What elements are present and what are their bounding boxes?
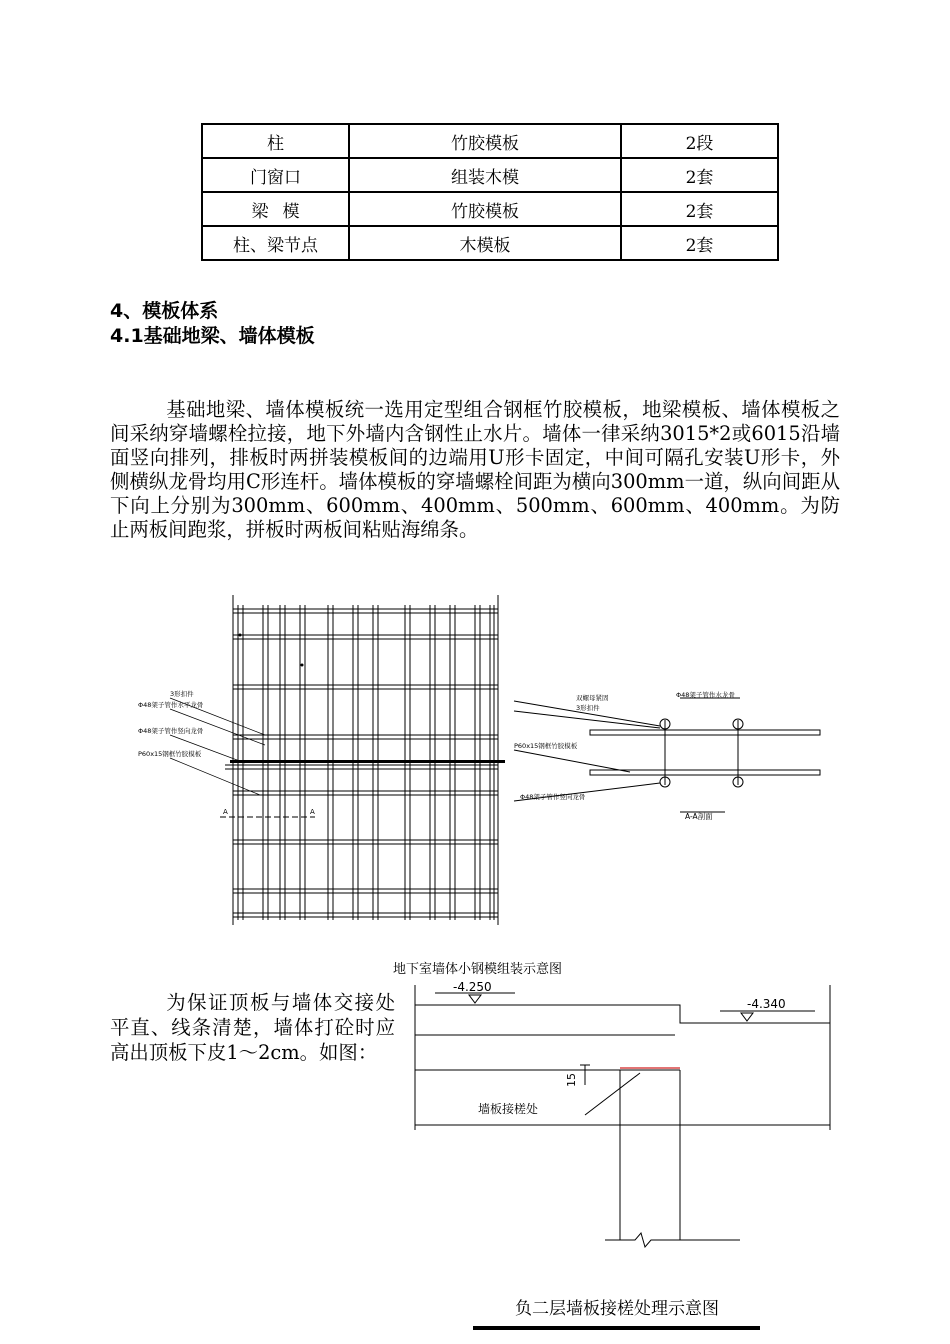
section-mark-a: A xyxy=(223,808,228,816)
joint-label: 墙板接槎处 xyxy=(478,1102,539,1116)
body-paragraph: 基础地梁、墙体模板统一选用定型组合钢框竹胶模板，地梁模板、墙体模板之间采纳穿墙螺栓拉接，地下外墙内含钢性止水片。墙体一律采纳3015*2或6015沿墙面竖向排列，排板时两拼装模板间的边端用U形卡固定，中间可隔孔安装U形卡，外侧横纵龙骨均用C形连杆。墙体模板的穿墙螺栓间距为横向300mm一道，纵向间距从下向上分别为300mm、600mm、400mm、500mm、600mm、400mm。为防止两板间跑浆，拼板时两板间粘贴海绵条。 xyxy=(110,398,840,541)
label-horizontal-pipe: Φ48架子管作水平龙骨 xyxy=(138,701,204,709)
section-heading: 4、模板体系 xyxy=(110,300,219,322)
table-row xyxy=(202,158,778,192)
table-row xyxy=(202,226,778,260)
figure2-caption: 负二层墙板接槎处理示意图 xyxy=(515,1299,719,1319)
joint-detail-figure xyxy=(405,975,840,1275)
body-paragraph: 为保证顶板与墙体交接处平直、线条清楚，墙体打砼时应高出顶板下皮1～2cm。如图： xyxy=(110,991,395,1064)
cell-qty: 2套 xyxy=(621,192,778,226)
formwork-elevation-figure xyxy=(130,595,510,930)
divider xyxy=(473,1326,760,1330)
label-vertical-pipe: Φ48架子管作竖向龙骨 xyxy=(138,727,204,735)
table-row xyxy=(202,192,778,226)
cell-material: 木模板 xyxy=(349,226,621,260)
cell-material: 组装木模 xyxy=(349,158,621,192)
cell-material: 竹胶模板 xyxy=(349,124,621,158)
cell-material: 竹胶模板 xyxy=(349,192,621,226)
elevation-left: -4.250 xyxy=(453,980,492,994)
label-bottom-pipe: Φ48架子管作竖向龙骨 xyxy=(520,793,586,801)
cell-part: 梁模 xyxy=(202,192,349,226)
cell-part: 门窗口 xyxy=(202,158,349,192)
label-clip: 3形扣件 xyxy=(576,704,600,712)
section-subheading: 4.1基础地梁、墙体模板 xyxy=(110,325,315,347)
label-top-pipe: Φ48架子管作水龙骨 xyxy=(676,691,735,699)
cell-qty: 2套 xyxy=(621,158,778,192)
dimension-label: 15 xyxy=(565,1073,578,1087)
formwork-table xyxy=(201,123,779,261)
figure1-caption: 地下室墙体小钢模组装示意图 xyxy=(393,962,563,977)
section-title: A-A剖面 xyxy=(685,812,713,821)
cell-qty: 2段 xyxy=(621,124,778,158)
cell-part: 柱 xyxy=(202,124,349,158)
section-mark-a: A xyxy=(310,808,315,816)
elevation-right: -4.340 xyxy=(747,997,786,1011)
cell-part: 柱、梁节点 xyxy=(202,226,349,260)
label-clip: 3形扣件 xyxy=(170,690,194,698)
formwork-section-figure xyxy=(510,690,830,825)
label-nut: 双螺母紧固 xyxy=(576,694,609,702)
table-row xyxy=(202,124,778,158)
label-panel: P60x15钢框竹胶模板 xyxy=(138,750,202,758)
cell-qty: 2套 xyxy=(621,226,778,260)
label-panel: P60x15钢框竹胶模板 xyxy=(514,742,578,750)
